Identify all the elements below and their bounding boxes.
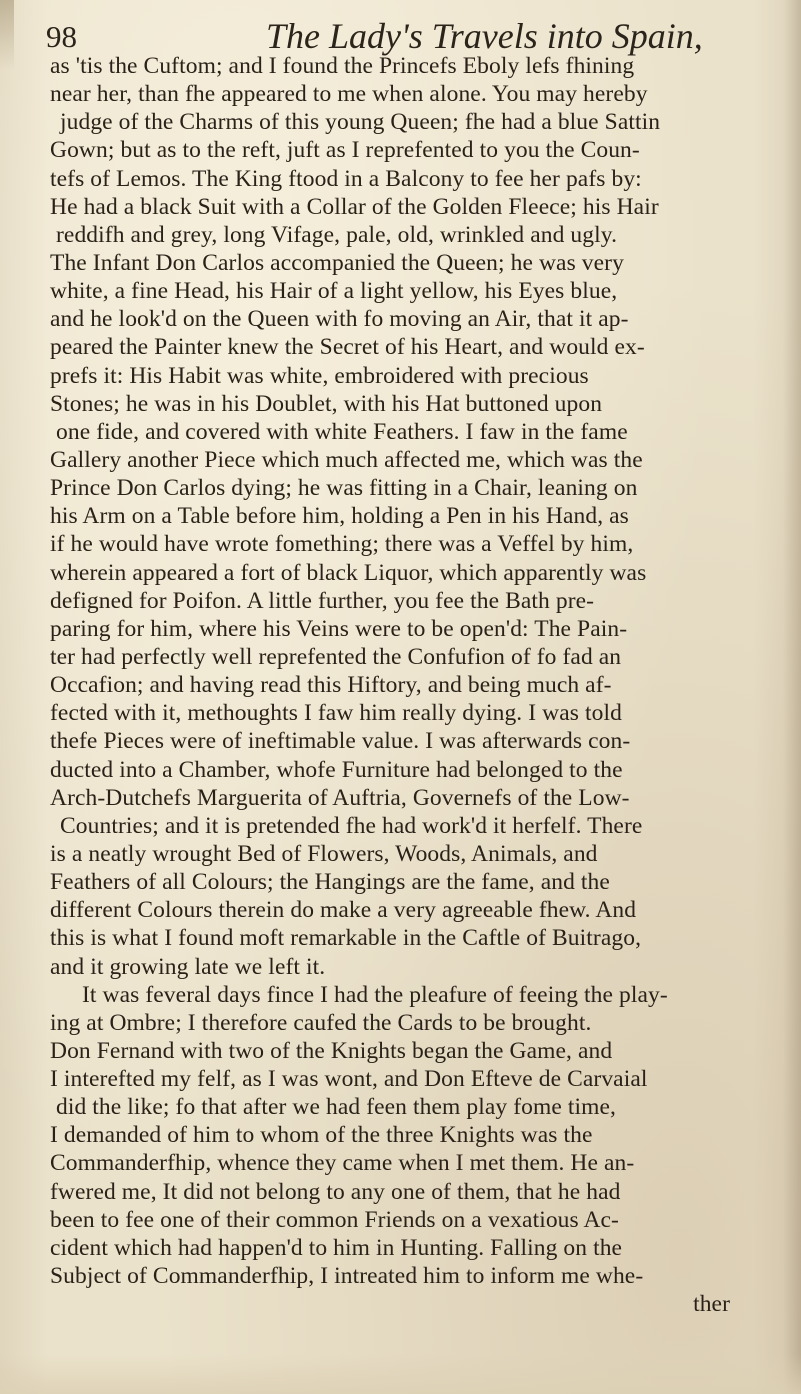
running-head: The Lady's Travels into Spain,	[266, 16, 703, 56]
text-line: white, a fine Head, his Hair of a light yellow, his Eyes blue,	[50, 278, 618, 305]
text-line: ter had perfectly well reprefented the Confufion of fo fad an	[50, 643, 622, 670]
catchword: ther	[693, 1291, 730, 1318]
text-line: and he look'd on the Queen with fo moving an Air, that it ap-	[50, 306, 629, 333]
text-line: peared the Painter knew the Secret of his Heart, and would ex-	[50, 334, 645, 361]
text-line: Occafion; and having read this Hiftory, and being much af-	[50, 672, 612, 699]
text-line: I interefted my felf, as I was wont, and Don Efteve de Carvaial	[50, 1066, 648, 1093]
text-line: He had a black Suit with a Collar of the Golden Fleece; his Hair	[50, 193, 659, 220]
text-line: reddifh and grey, long Vifage, pale, old, wrinkled and ugly.	[56, 221, 618, 248]
text-line: thefe Pieces were of ineftimable value. I was afterwards con-	[50, 728, 631, 755]
text-line: Stones; he was in his Doublet, with his Hat buttoned upon	[50, 390, 603, 417]
text-line: one fide, and covered with white Feathers. I faw in the fame	[56, 418, 628, 445]
text-line: Countries; and it is pretended fhe had work'd it herfelf. There	[60, 812, 643, 839]
text-line: wherein appeared a fort of black Liquor, which apparently was	[50, 559, 647, 586]
text-line: near her, than fhe appeared to me when alone. You may hereby	[50, 81, 648, 108]
text-line: if he would have wrote fomething; there was a Veffel by him,	[50, 531, 634, 558]
text-line: tefs of Lemos. The King ftood in a Balcony to fee her pafs by:	[50, 165, 642, 192]
text-line: Don Fernand with two of the Knights began the Game, and	[50, 1037, 613, 1064]
text-line: Arch-Dutchefs Marguerita of Auftria, Governefs of the Low-	[50, 784, 630, 811]
text-line: as 'tis the Cuftom; and I found the Princefs Eboly lefs fhining	[50, 53, 635, 79]
text-line: fwered me, It did not belong to any one of them, that he had	[50, 1178, 621, 1205]
text-line: different Colours therein do make a very agreeable fhew. And	[50, 897, 637, 924]
text-line: this is what I found moft remarkable in the Caftle of Buitrago,	[50, 925, 642, 952]
text-line: is a neatly wrought Bed of Flowers, Woods, Animals, and	[50, 840, 598, 867]
page-bottom-fade	[0, 1354, 801, 1394]
page-number: 98	[46, 19, 77, 54]
page-edge-shadow	[783, 0, 801, 1394]
text-line: judge of the Charms of this young Queen; fhe had a blue Sattin	[60, 109, 661, 136]
text-line: The Infant Don Carlos accompanied the Queen; he was very	[50, 249, 624, 276]
body-text	[50, 52, 770, 1318]
text-line: prefs it: His Habit was white, embroidered with precious	[50, 362, 589, 389]
text-line: Gallery another Piece which much affected me, which was the	[50, 446, 643, 473]
text-line: Subject of Commanderfhip, I intreated him to inform me whe-	[50, 1263, 644, 1290]
text-line: and it growing late we left it.	[50, 953, 326, 980]
page-edge-stain	[0, 0, 14, 70]
text-line: Commanderfhip, whence they came when I met them. He an-	[50, 1150, 635, 1177]
text-line: his Arm on a Table before him, holding a Pen in his Hand, as	[50, 503, 629, 530]
text-line: paring for him, where his Veins were to be open'd: The Pain-	[50, 615, 628, 642]
text-line: ducted into a Chamber, whofe Furniture had belonged to the	[50, 756, 623, 783]
text-line: did the like; fo that after we had feen them play fome time,	[56, 1094, 617, 1121]
text-line: I demanded of him to whom of the three Knights was the	[50, 1122, 593, 1149]
text-line: been to fee one of their common Friends on a vexatious Ac-	[50, 1206, 619, 1233]
text-line: ing at Ombre; I therefore caufed the Cards to be brought.	[50, 1009, 592, 1036]
text-line: Feathers of all Colours; the Hangings are the fame, and the	[50, 869, 610, 896]
text-line: It was feveral days fince I had the pleafure of feeing the play-	[82, 981, 668, 1008]
text-line: cident which had happen'd to him in Hunting. Falling on the	[50, 1234, 623, 1261]
text-line: Prince Don Carlos dying; he was fitting in a Chair, leaning on	[50, 475, 638, 502]
text-line: fected with it, methoughts I faw him really dying. I was told	[50, 700, 622, 727]
text-line: Gown; but as to the reft, juft as I reprefented to you the Coun-	[50, 137, 640, 164]
text-line: defigned for Poifon. A little further, you fee the Bath pre-	[50, 587, 595, 614]
